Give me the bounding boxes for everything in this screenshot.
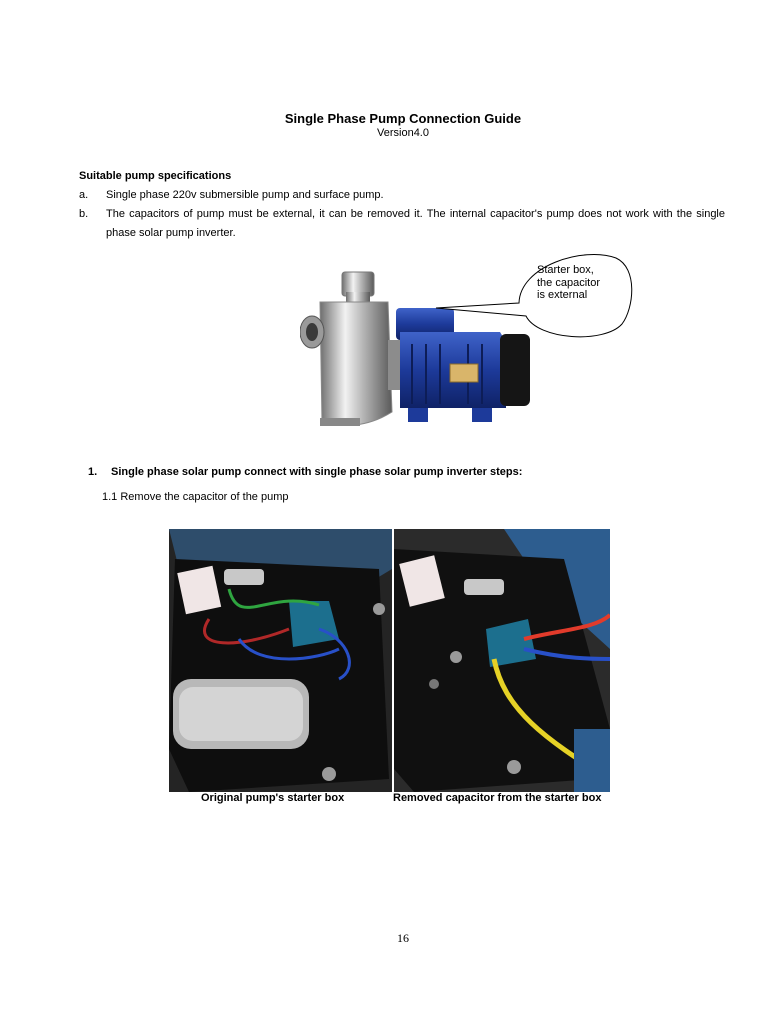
document-version: Version4.0 bbox=[377, 127, 429, 139]
document-title: Single Phase Pump Connection Guide bbox=[284, 111, 522, 126]
photo-caption-original: Original pump's starter box bbox=[201, 792, 345, 804]
photo-caption-removed: Removed capacitor from the starter box bbox=[393, 792, 602, 804]
spec-item-marker: b. bbox=[79, 208, 89, 220]
callout-line: the capacitor bbox=[537, 276, 600, 289]
step-heading bbox=[88, 466, 522, 478]
spec-item-text: Single phase 220v submersible pump and surface pump. bbox=[106, 189, 384, 201]
callout-line: is external bbox=[537, 289, 588, 301]
step-number: 1. bbox=[88, 466, 98, 478]
spec-item-a bbox=[79, 186, 725, 205]
specs-heading: Suitable pump specifications bbox=[79, 170, 232, 182]
spec-item-text: The capacitors of pump must be external, it can be removed it. The internal capacitor's pump does not work with the single phase solar pump inverter. bbox=[106, 208, 725, 239]
removed-capacitor-photo bbox=[394, 529, 610, 792]
substep-1-1: 1.1 Remove the capacitor of the pump bbox=[102, 491, 289, 503]
step-heading-text: Single phase solar pump connect with single phase solar pump inverter steps: bbox=[111, 466, 523, 478]
page-number: 16 bbox=[397, 931, 409, 945]
original-starter-box-photo bbox=[169, 529, 392, 792]
spec-item-b bbox=[79, 205, 725, 243]
callout-text bbox=[537, 264, 617, 302]
callout-line: Starter box, bbox=[537, 264, 594, 276]
spec-item-marker: a. bbox=[79, 189, 89, 201]
